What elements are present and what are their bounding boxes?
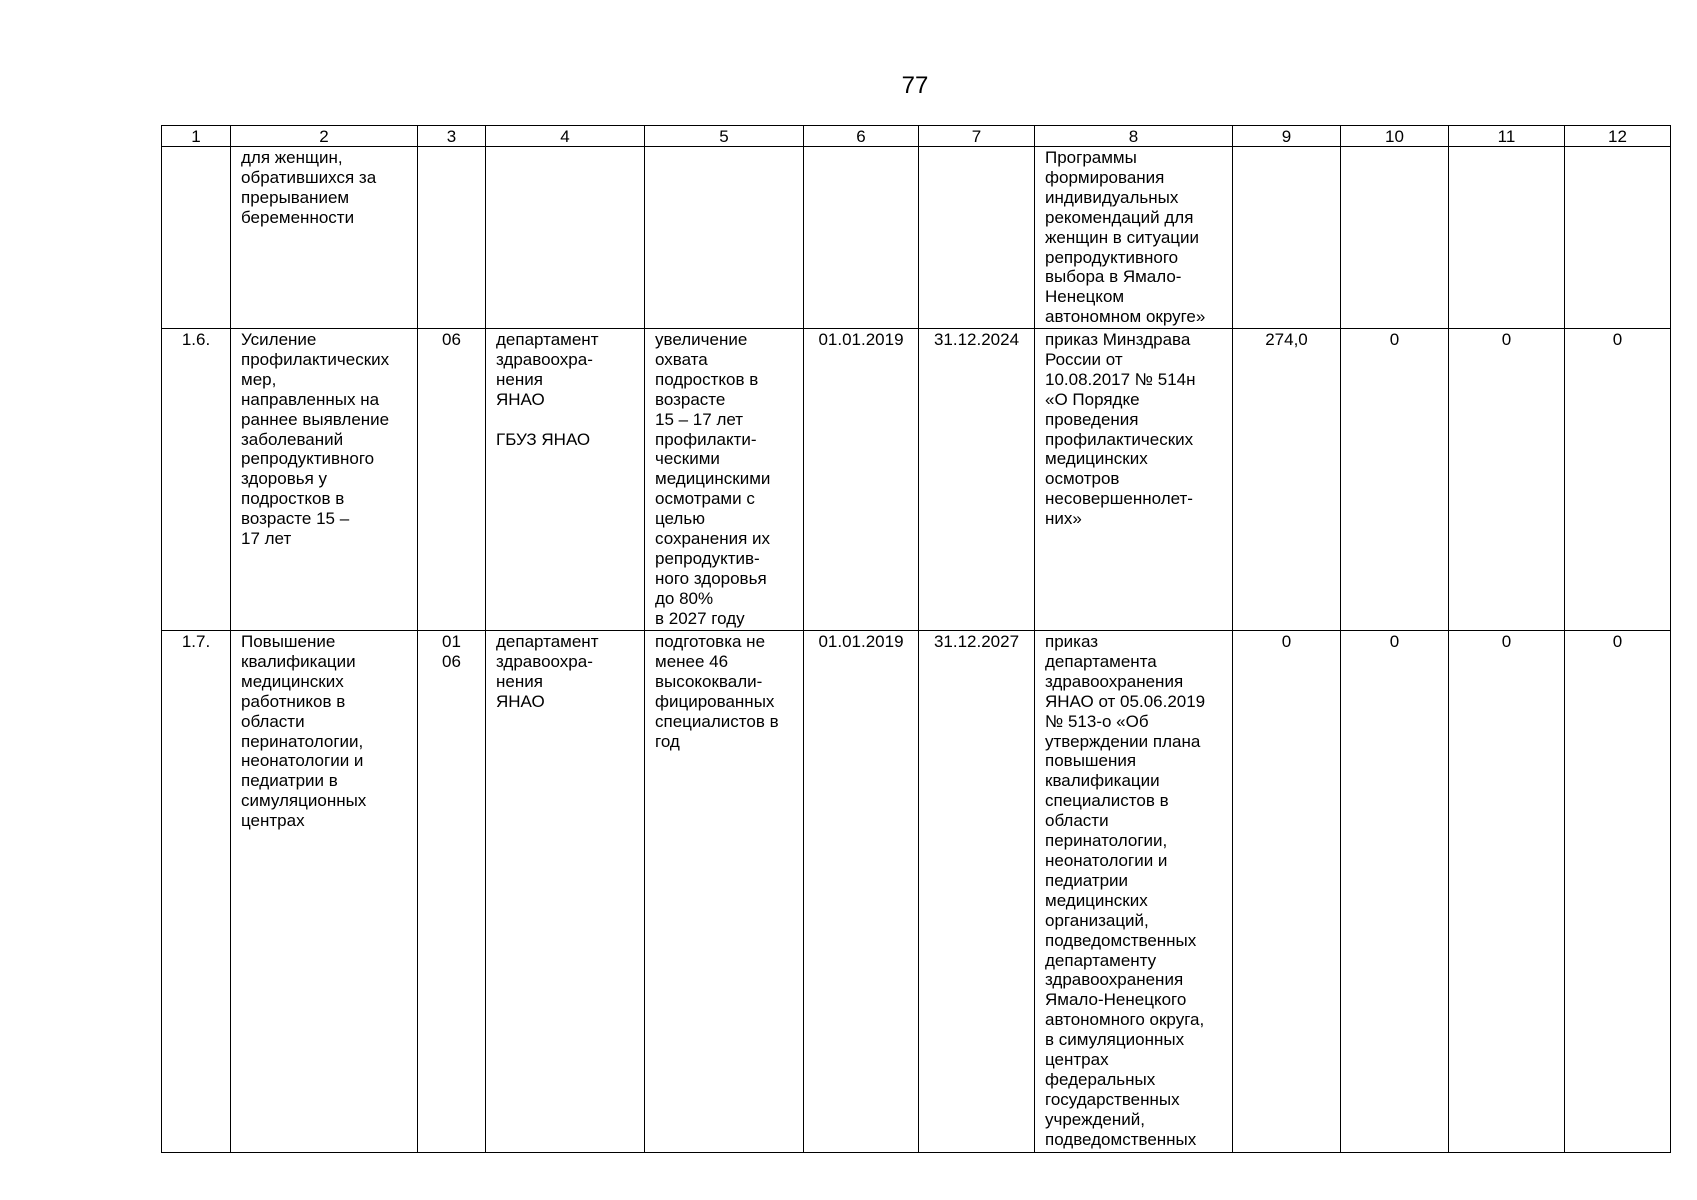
column-number-header: 4 bbox=[486, 126, 645, 147]
end-date-cell: 31.12.2027 bbox=[919, 631, 1035, 1153]
executor-cell: департамент здравоохра- нения ЯНАО ГБУЗ ЯНАО bbox=[486, 329, 645, 631]
column-number-header: 6 bbox=[804, 126, 919, 147]
legal-basis-cell: приказ департамента здравоохранения ЯНАО от 05.06.2019 № 513-о «Об утверждении плана повышения квалификации специалистов в области перинатологии, неонатологии и педиатрии медицинских организаций, подведомственных департаменту здравоохранения Ямало-Ненецкого автономного округа, в симуляционных центрах федеральных государственных учреждений, подведомственных bbox=[1035, 631, 1233, 1153]
column-number-header: 8 bbox=[1035, 126, 1233, 147]
value-cell: 0 bbox=[1233, 631, 1341, 1153]
column-number-row bbox=[162, 126, 1671, 147]
value-cell: 0 bbox=[1341, 631, 1449, 1153]
value-cell: 0 bbox=[1341, 329, 1449, 631]
table-row bbox=[162, 147, 1671, 329]
legal-basis-cell: приказ Минздрава России от 10.08.2017 № 514н «О Порядке проведения профилактических медицинских осмотров несовершеннолет- них» bbox=[1035, 329, 1233, 631]
page-number: 77 bbox=[901, 72, 929, 99]
measure-name-cell: для женщин, обратившихся за прерыванием беременности bbox=[231, 147, 418, 329]
value-cell: 0 bbox=[1565, 329, 1671, 631]
row-number-cell: 1.6. bbox=[162, 329, 231, 631]
code-cell bbox=[418, 147, 486, 329]
start-date-cell bbox=[804, 147, 919, 329]
column-number-header: 9 bbox=[1233, 126, 1341, 147]
column-number-header: 7 bbox=[919, 126, 1035, 147]
value-cell: 0 bbox=[1565, 631, 1671, 1153]
value-cell: 0 bbox=[1449, 631, 1565, 1153]
start-date-cell: 01.01.2019 bbox=[804, 631, 919, 1153]
column-number-header: 1 bbox=[162, 126, 231, 147]
value-cell: 274,0 bbox=[1233, 329, 1341, 631]
measure-name-cell: Усиление профилактических мер, направленных на раннее выявление заболеваний репродуктивного здоровья у подростков в возрасте 15 – 17 лет bbox=[231, 329, 418, 631]
result-cell: увеличение охвата подростков в возрасте 15 – 17 лет профилакти- ческими медицинскими осмотрами с целью сохранения их репродуктив- ного здоровья до 80% в 2027 году bbox=[645, 329, 804, 631]
measure-name-cell: Повышение квалификации медицинских работников в области перинатологии, неонатологии и педиатрии в симуляционных центрах bbox=[231, 631, 418, 1153]
table-row bbox=[162, 631, 1671, 1153]
row-number-cell: 1.7. bbox=[162, 631, 231, 1153]
end-date-cell: 31.12.2024 bbox=[919, 329, 1035, 631]
executor-cell: департамент здравоохра- нения ЯНАО bbox=[486, 631, 645, 1153]
column-number-header: 11 bbox=[1449, 126, 1565, 147]
column-number-header: 3 bbox=[418, 126, 486, 147]
column-number-header: 2 bbox=[231, 126, 418, 147]
column-number-header: 5 bbox=[645, 126, 804, 147]
column-number-header: 12 bbox=[1565, 126, 1671, 147]
executor-cell bbox=[486, 147, 645, 329]
code-cell: 01 06 bbox=[418, 631, 486, 1153]
result-cell bbox=[645, 147, 804, 329]
table-row bbox=[162, 329, 1671, 631]
column-number-header: 10 bbox=[1341, 126, 1449, 147]
code-cell: 06 bbox=[418, 329, 486, 631]
row-number-cell bbox=[162, 147, 231, 329]
value-cell bbox=[1341, 147, 1449, 329]
program-measures-table bbox=[161, 125, 1671, 1153]
start-date-cell: 01.01.2019 bbox=[804, 329, 919, 631]
legal-basis-cell: Программы формирования индивидуальных рекомендаций для женщин в ситуации репродуктивного выбора в Ямало- Ненецком автономном округе» bbox=[1035, 147, 1233, 329]
value-cell: 0 bbox=[1449, 329, 1565, 631]
value-cell bbox=[1233, 147, 1341, 329]
value-cell bbox=[1449, 147, 1565, 329]
value-cell bbox=[1565, 147, 1671, 329]
end-date-cell bbox=[919, 147, 1035, 329]
result-cell: подготовка не менее 46 высококвали- фицированных специалистов в год bbox=[645, 631, 804, 1153]
